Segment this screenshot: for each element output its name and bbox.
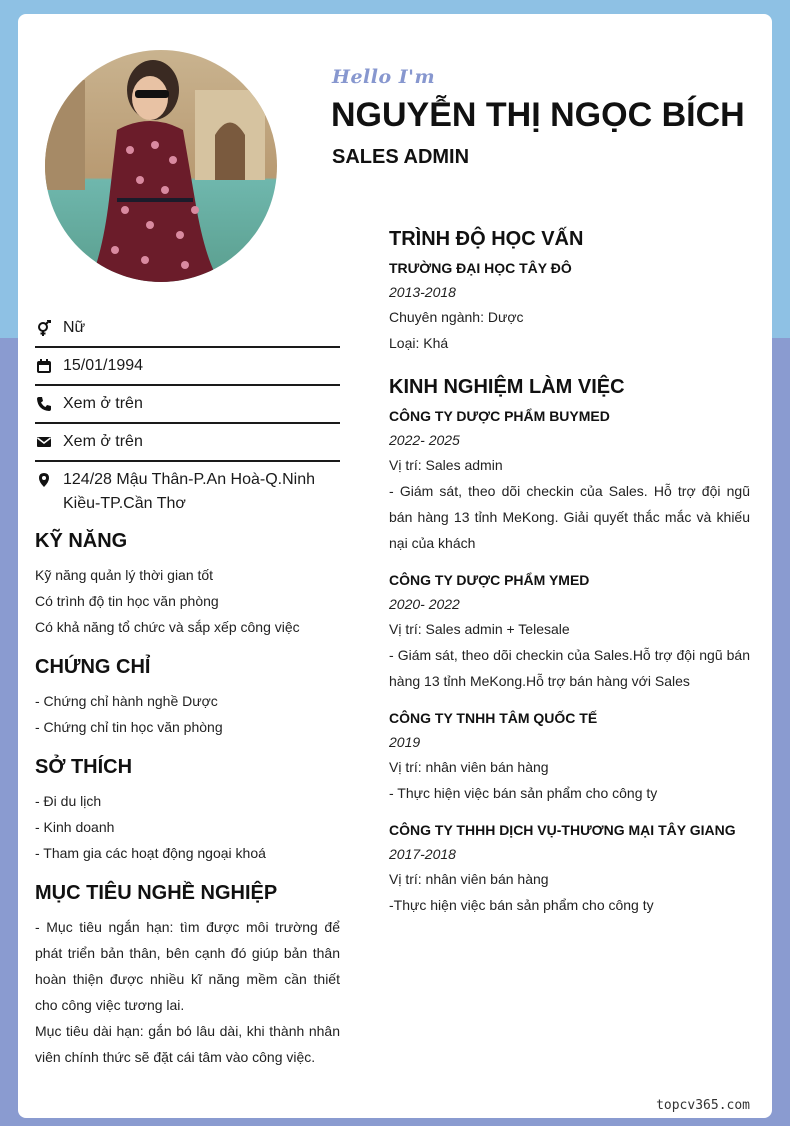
education-heading: TRÌNH ĐỘ HỌC VẤN [389,228,584,250]
address-text: 124/28 Mậu Thân-P.An Hoà-Q.Ninh Kiều-TP.Cần Thơ [63,471,316,512]
job-entry [389,568,750,694]
short-term-objective: - Mục tiêu ngắn hạn: tìm được môi trường để phát triển bản thân, bên cạnh đó giúp bản thân hoàn thiện được nhiều kĩ năng mềm cần thiết cho công việc tương lai. [35,919,340,1013]
hobby-item: - Tham gia các hoạt động ngoại khoá [35,845,266,861]
skills-heading: KỸ NĂNG [35,530,128,552]
gender-icon [35,316,53,340]
info-row-address [35,462,340,522]
job-period: 2019 [389,734,421,750]
job-period: 2022- 2025 [389,432,460,448]
job-entry [389,404,750,556]
education-period: 2013-2018 [389,284,456,300]
objective-heading: MỤC TIÊU NGHỀ NGHIỆP [35,882,278,904]
skill-item: Kỹ năng quản lý thời gian tốt [35,567,214,583]
candidate-name: NGUYỄN THỊ NGỌC BÍCH [331,96,745,134]
hobbies-heading: SỞ THÍCH [35,756,133,778]
mail-icon [35,430,53,454]
personal-info [35,310,340,522]
job-position: Vị trí: Sales admin + Telesale [389,621,570,637]
job-position: Vị trí: nhân viên bán hàng [389,871,549,887]
job-description: - Thực hiện việc bán sản phẩm cho công ty [389,785,658,801]
right-column [389,226,750,936]
email-text: Xem ở trên [63,433,143,450]
certificate-item: - Chứng chỉ hành nghề Dược [35,693,218,709]
education-grade: Loại: Khá [389,335,449,351]
education-major: Chuyên ngành: Dược [389,309,524,325]
experience-section [389,374,750,918]
job-description: - Giám sát, theo dõi checkin của Sales.Hỗ trợ đội ngũ bán hàng 13 tỉnh MeKong.Hỗ trợ bán hàng với Sales [389,647,750,689]
job-period: 2020- 2022 [389,596,460,612]
info-row-birthday [35,348,340,386]
job-company: CÔNG TY TNHH TÂM QUỐC TẾ [389,710,598,726]
experience-heading: KINH NGHIỆM LÀM VIỆC [389,376,625,398]
info-row-phone [35,386,340,424]
watermark: topcv365.com [656,1098,750,1113]
hobby-item: - Kinh doanh [35,819,115,835]
school-name: TRƯỜNG ĐẠI HỌC TÂY ĐÔ [389,260,572,276]
gender-text: Nữ [63,319,86,336]
certificates-heading: CHỨNG CHỈ [35,656,151,678]
phone-text: Xem ở trên [63,395,143,412]
phone-icon [35,392,53,416]
skills-section [35,528,340,640]
skill-item: Có trình độ tin học văn phòng [35,593,219,609]
info-row-gender [35,310,340,348]
job-description: -Thực hiện việc bán sản phẩm cho công ty [389,897,654,913]
long-term-objective: Mục tiêu dài hạn: gắn bó lâu dài, khi thành nhân viên chính thức sẽ đặt cái tâm vào công việc. [35,1023,340,1065]
job-period: 2017-2018 [389,846,456,862]
hello-greeting: Hello I'm [332,66,436,88]
hobbies-section [35,754,340,866]
job-company: CÔNG TY DƯỢC PHẨM BUYMED [389,408,610,424]
certificate-item: - Chứng chỉ tin học văn phòng [35,719,223,735]
job-position: Vị trí: nhân viên bán hàng [389,759,549,775]
left-column [35,528,340,1084]
job-entry [389,706,750,806]
job-company: CÔNG TY DƯỢC PHẨM YMED [389,572,590,588]
birthday-text: 15/01/1994 [63,357,144,374]
objective-section [35,880,340,1070]
calendar-icon [35,354,53,378]
certificates-section [35,654,340,740]
hobby-item: - Đi du lịch [35,793,102,809]
location-pin-icon [35,468,53,492]
job-title: SALES ADMIN [332,146,470,168]
skill-item: Có khả năng tổ chức và sắp xếp công việc [35,619,300,635]
job-position: Vị trí: Sales admin [389,457,503,473]
profile-photo [45,50,277,282]
job-entry [389,818,750,918]
job-company: CÔNG TY THHH DỊCH VỤ-THƯƠNG MẠI TÂY GIANG [389,822,736,838]
education-section [389,226,750,356]
job-description: - Giám sát, theo dõi checkin của Sales. Hỗ trợ đội ngũ bán hàng 13 tỉnh MeKong. Giải quyết thắc mắc và khiếu nại của khách [389,483,750,551]
info-row-email [35,424,340,462]
